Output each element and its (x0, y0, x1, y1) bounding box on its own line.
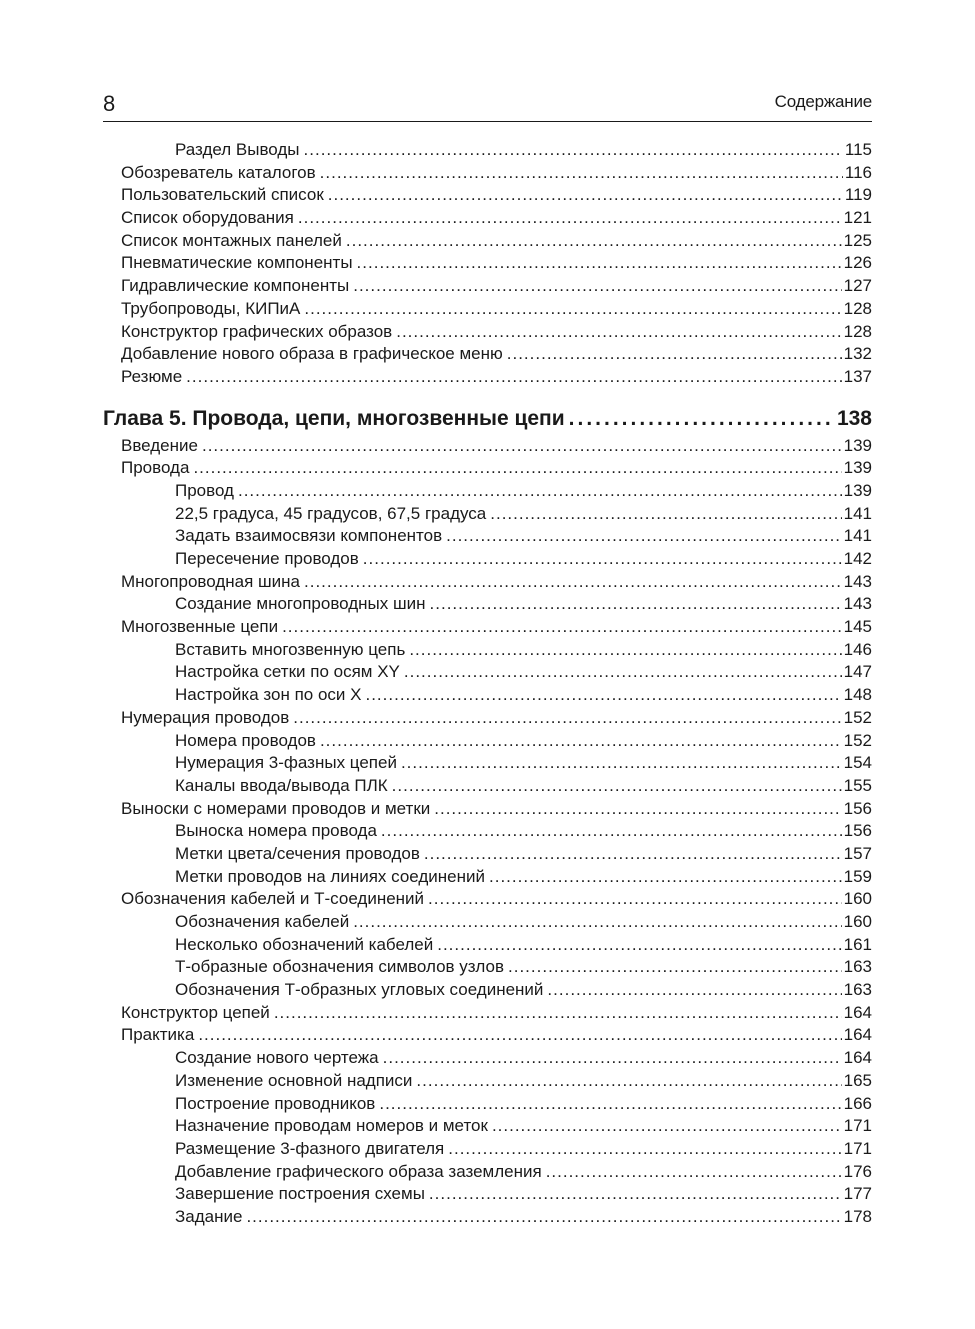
toc-entry (103, 343, 872, 366)
toc-dot-leader (392, 775, 842, 798)
toc-entry-title: Пересечение проводов (175, 549, 359, 568)
toc-entry-title: Настройка зон по оси X (175, 685, 362, 705)
toc-dot-leader (282, 616, 842, 639)
toc-dot-leader (547, 979, 841, 1002)
toc-entry-page-number: 164 (843, 1025, 872, 1045)
toc-entry-title: Нумерация проводов (121, 707, 290, 727)
toc-entry-page-number: 165 (843, 1070, 872, 1090)
toc-entry-title: Добавление графического образа заземления (175, 1161, 542, 1181)
toc-entry-page-number: 152 (843, 730, 872, 750)
toc-entry-page-number: 127 (843, 276, 872, 296)
toc-entry (103, 1070, 872, 1093)
toc-dot-leader (328, 184, 843, 207)
toc-entry-page-number: 141 (843, 503, 872, 523)
toc-entry-page-number: 148 (843, 685, 872, 705)
toc-dot-leader (320, 730, 842, 753)
toc-entry (103, 1138, 872, 1161)
toc-entry (103, 230, 872, 253)
toc-entry-page-number: 143 (843, 594, 872, 614)
toc-dot-leader (346, 230, 842, 253)
toc-entry-title: Т-образные обозначения символов узлов (175, 957, 505, 977)
toc-entry (103, 275, 872, 298)
toc-entry-page-number: 176 (843, 1161, 872, 1181)
toc-entry-title: Раздел Выводы (175, 140, 300, 159)
toc-entry-page-number: 121 (843, 208, 872, 228)
toc-entry-page-number: 159 (843, 866, 872, 886)
toc-entry (103, 184, 872, 207)
toc-entry-page-number: 156 (843, 821, 872, 841)
toc-dot-leader (274, 1002, 842, 1025)
toc-entry (103, 366, 872, 389)
toc-dot-leader (304, 571, 842, 594)
toc-entry-page-number: 163 (843, 957, 872, 977)
toc-entry-title: Размещение 3-фазного двигателя (175, 1138, 445, 1158)
toc-entry (103, 1161, 872, 1184)
toc-entry-page-number: 125 (843, 230, 872, 250)
toc-dot-leader (429, 1183, 842, 1206)
toc-entry-title: 22,5 градуса, 45 градусов, 67,5 градуса (175, 503, 487, 523)
toc-entry-page-number: 177 (843, 1184, 872, 1204)
toc-entry-page-number: 161 (843, 934, 872, 954)
toc-dot-leader (304, 139, 843, 162)
toc-entry (103, 866, 872, 889)
toc-dot-leader (298, 207, 842, 230)
toc-dot-leader (492, 1115, 842, 1138)
toc-entry-page-number: 126 (843, 253, 872, 273)
toc-entry (103, 525, 872, 548)
toc-entry-page-number: 138 (836, 406, 872, 430)
toc-dot-leader (353, 911, 841, 934)
toc-entry-title: Изменение основной надписи (175, 1070, 413, 1090)
toc-entry (103, 707, 872, 730)
toc-dot-leader (430, 593, 842, 616)
toc-entry-title: Практика (121, 1025, 195, 1045)
toc-entry-title: Обозначения кабелей (175, 912, 350, 931)
toc-entry-page-number: 155 (843, 775, 872, 795)
table-of-contents (103, 139, 872, 1229)
toc-dot-leader (363, 548, 842, 571)
toc-dot-leader (193, 457, 841, 480)
toc-entry-title: Настройка сетки по осям XY (175, 662, 400, 682)
toc-entry (103, 298, 872, 321)
toc-dot-leader (546, 1161, 842, 1184)
toc-entry (103, 730, 872, 753)
toc-entry-title: Пневматические компоненты (121, 253, 353, 273)
toc-entry-page-number: 146 (843, 639, 872, 659)
toc-dot-leader (320, 162, 843, 185)
toc-dot-leader (569, 403, 835, 435)
toc-dot-leader (246, 1206, 841, 1229)
running-header-title: Содержание (774, 92, 872, 111)
toc-entry-page-number: 128 (843, 298, 872, 318)
toc-dot-leader (428, 888, 842, 911)
toc-entry-title: Обозначения Т-образных угловых соединений (175, 980, 544, 1000)
toc-entry (103, 1047, 872, 1070)
toc-entry-title: Создание нового чертежа (175, 1048, 379, 1068)
toc-dot-leader (293, 707, 841, 730)
toc-entry-title: Назначение проводам номеров и меток (175, 1116, 488, 1136)
toc-dot-leader (448, 1138, 841, 1161)
toc-entry-title: Трубопроводы, КИПиА (121, 298, 301, 318)
toc-entry-page-number: 145 (843, 617, 872, 637)
toc-entry-title: Введение (121, 435, 198, 455)
toc-entry-title: Провода (121, 458, 190, 478)
toc-entry-title: Добавление нового образа в графическое меню (121, 344, 503, 364)
toc-dot-leader (353, 275, 841, 298)
toc-entry (103, 639, 872, 662)
toc-entry-page-number: 160 (843, 889, 872, 909)
toc-dot-leader (396, 321, 841, 344)
toc-entry-page-number: 137 (843, 366, 872, 386)
page-number: 8 (103, 91, 116, 116)
toc-dot-leader (507, 343, 842, 366)
toc-dot-leader (404, 661, 842, 684)
toc-entry-page-number: 119 (844, 185, 872, 205)
toc-entry-title: Провод (175, 480, 234, 500)
toc-entry-page-number: 115 (844, 140, 872, 159)
toc-entry-title: Завершение построения схемы (175, 1184, 425, 1204)
toc-entry-page-number: 141 (843, 526, 872, 546)
toc-entry-title: Обозреватель каталогов (121, 162, 316, 182)
toc-entry-title: Нумерация 3-фазных цепей (175, 753, 397, 773)
toc-entry-title: Метки цвета/сечения проводов (175, 843, 420, 863)
toc-entry (103, 1093, 872, 1116)
toc-entry (103, 593, 872, 616)
toc-entry (103, 956, 872, 979)
header-divider (103, 121, 872, 122)
toc-entry-page-number: 132 (843, 344, 872, 364)
toc-dot-leader (365, 684, 841, 707)
toc-entry-title: Метки проводов на линиях соединений (175, 866, 486, 886)
toc-entry-page-number: 157 (843, 843, 872, 863)
toc-entry-title: Многозвенные цепи (121, 617, 279, 637)
toc-entry-page-number: 143 (843, 571, 872, 591)
toc-entry (103, 798, 872, 821)
toc-entry (103, 1002, 872, 1025)
toc-dot-leader (304, 298, 841, 321)
toc-entry-title: Каналы ввода/вывода ПЛК (175, 775, 388, 795)
toc-entry-page-number: 116 (844, 162, 872, 182)
toc-entry-title: Конструктор цепей (121, 1002, 270, 1022)
toc-entry-title: Пользовательский список (121, 185, 324, 205)
toc-entry (103, 934, 872, 957)
toc-entry-page-number: 160 (843, 912, 872, 931)
toc-entry-page-number: 139 (843, 480, 872, 500)
toc-entry-title: Несколько обозначений кабелей (175, 934, 434, 954)
toc-entry-page-number: 147 (843, 662, 872, 682)
toc-entry (103, 1183, 872, 1206)
toc-dot-leader (437, 934, 841, 957)
toc-entry-page-number: 139 (843, 435, 872, 455)
toc-entry-title: Список монтажных панелей (121, 230, 342, 250)
toc-entry (103, 162, 872, 185)
toc-entry-page-number: 142 (843, 549, 872, 568)
toc-dot-leader (401, 752, 842, 775)
toc-entry-page-number: 164 (843, 1048, 872, 1068)
toc-dot-leader (489, 866, 842, 889)
toc-dot-leader (490, 503, 841, 526)
toc-entry-title: Список оборудования (121, 208, 294, 228)
toc-entry (103, 888, 872, 911)
toc-entry (103, 911, 872, 934)
toc-entry (103, 684, 872, 707)
toc-entry-title: Задать взаимосвязи компонентов (175, 526, 443, 546)
toc-entry-page-number: 139 (843, 458, 872, 478)
toc-entry (103, 457, 872, 480)
toc-entry-page-number: 163 (843, 980, 872, 1000)
toc-entry (103, 775, 872, 798)
toc-entry-page-number: 166 (843, 1093, 872, 1113)
toc-chapter-entry (103, 403, 872, 435)
toc-dot-leader (238, 480, 842, 503)
toc-entry-page-number: 171 (843, 1138, 872, 1158)
toc-dot-leader (381, 820, 842, 843)
toc-entry (103, 843, 872, 866)
toc-entry (103, 480, 872, 503)
toc-dot-leader (202, 435, 842, 458)
toc-entry-title: Вставить многозвенную цепь (175, 639, 406, 659)
toc-entry (103, 571, 872, 594)
toc-entry (103, 752, 872, 775)
toc-entry (103, 321, 872, 344)
toc-entry (103, 252, 872, 275)
toc-entry-title: Выноска номера провода (175, 821, 377, 841)
toc-entry (103, 139, 872, 162)
toc-entry-title: Гидравлические компоненты (121, 276, 350, 296)
toc-dot-leader (379, 1093, 841, 1116)
toc-entry (103, 548, 872, 571)
toc-entry-title: Построение проводников (175, 1093, 376, 1113)
toc-entry (103, 1115, 872, 1138)
toc-entry-page-number: 178 (843, 1206, 872, 1226)
toc-entry-title: Глава 5. Провода, цепи, многозвенные цепи (103, 406, 565, 430)
toc-entry-page-number: 152 (843, 707, 872, 727)
toc-entry-title: Создание многопроводных шин (175, 594, 426, 614)
toc-entry-page-number: 171 (843, 1116, 872, 1136)
toc-dot-leader (409, 639, 841, 662)
toc-entry-title: Номера проводов (175, 730, 316, 750)
toc-entry (103, 616, 872, 639)
toc-entry (103, 435, 872, 458)
toc-entry-title: Конструктор графических образов (121, 321, 393, 341)
toc-entry (103, 503, 872, 526)
toc-dot-leader (383, 1047, 842, 1070)
toc-dot-leader (424, 843, 842, 866)
toc-dot-leader (357, 252, 842, 275)
toc-entry-title: Задание (175, 1206, 243, 1226)
toc-entry-title: Многопроводная шина (121, 571, 300, 591)
toc-entry-title: Резюме (121, 366, 183, 386)
toc-entry (103, 1024, 872, 1047)
toc-entry (103, 979, 872, 1002)
toc-entry (103, 207, 872, 230)
toc-entry-page-number: 154 (843, 753, 872, 773)
toc-entry-page-number: 128 (843, 321, 872, 341)
toc-dot-leader (508, 956, 842, 979)
toc-entry-title: Выноски с номерами проводов и метки (121, 798, 431, 818)
toc-dot-leader (446, 525, 842, 548)
toc-dot-leader (416, 1070, 841, 1093)
toc-dot-leader (434, 798, 841, 821)
toc-entry (103, 820, 872, 843)
toc-entry (103, 1206, 872, 1229)
toc-entry-page-number: 156 (843, 798, 872, 818)
toc-entry-title: Обозначения кабелей и Т-соединений (121, 889, 425, 909)
toc-entry-page-number: 164 (843, 1002, 872, 1022)
toc-dot-leader (186, 366, 841, 389)
toc-entry (103, 661, 872, 684)
toc-dot-leader (198, 1024, 841, 1047)
